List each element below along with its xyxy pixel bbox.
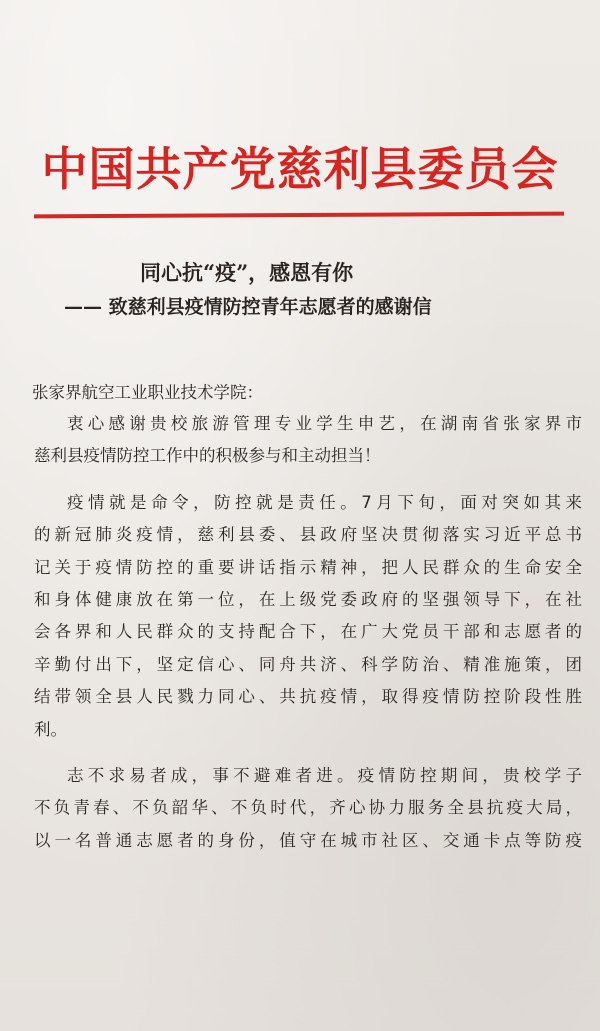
letter-subtitle: —— 致慈利县疫情防控青年志愿者的感谢信 bbox=[64, 296, 432, 318]
letterhead-org-name: 中国共产党慈利县委员会 bbox=[41, 142, 559, 196]
letterhead-red-rule bbox=[34, 212, 564, 219]
paragraph-line: 不负青春、不负韶华、不负时代，齐心协力服务全县抗疫大局， bbox=[34, 798, 582, 818]
paragraph bbox=[34, 760, 582, 857]
paragraph-line: 以一名普通志愿者的身份，值守在城市社区、交通卡点等防疫 bbox=[34, 830, 582, 850]
paragraph-line: 慈利县疫情防控工作中的积极参与和主动担当！ bbox=[34, 446, 381, 466]
paragraph-line: 结带领全县人民戮力同心、共抗疫情，取得疫情防控阶段性胜 bbox=[34, 687, 582, 707]
letter-body bbox=[34, 408, 582, 857]
paragraph-line: 和身体健康放在第一位，在上级党委政府的坚强领导下，在社 bbox=[34, 589, 582, 609]
paragraph-line: 辛勤付出下，坚定信心、同舟共济、科学防治、精准施策，团 bbox=[34, 654, 582, 674]
paragraph-line: 记关于疫情防控的重要讲话指示精神，把人民群众的生命安全 bbox=[34, 557, 582, 577]
paragraph-line: 利。 bbox=[34, 719, 67, 739]
letter-title: 同心抗“疫”，感恩有你 bbox=[140, 260, 354, 285]
paragraph-line: 志不求易者成，事不避难者进。疫情防控期间，贵校学子 bbox=[67, 765, 582, 785]
paragraph-line: 会各界和人民群众的支持配合下，在广大党员干部和志愿者的 bbox=[34, 622, 582, 642]
paragraph bbox=[34, 408, 582, 473]
paragraph bbox=[34, 487, 582, 746]
paragraph-line: 疫情就是命令，防控就是责任。7月下旬，面对突如其来 bbox=[67, 492, 582, 512]
paragraph-line: 的新冠肺炎疫情，慈利县委、县政府坚决贯彻落实习近平总书 bbox=[34, 525, 582, 545]
paragraph-line: 衷心感谢贵校旅游管理专业学生申艺，在湖南省张家界市 bbox=[67, 414, 582, 433]
salutation: 张家界航空工业职业技术学院： bbox=[32, 383, 263, 402]
